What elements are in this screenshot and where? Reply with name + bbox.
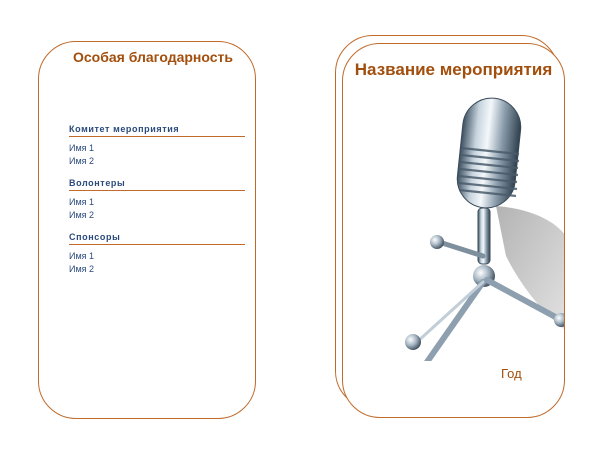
sponsors-name-2: Имя 2 bbox=[69, 264, 95, 274]
year-label: Год bbox=[501, 366, 522, 381]
committee-name-1: Имя 1 bbox=[69, 143, 95, 153]
volunteers-heading: Волонтеры bbox=[69, 178, 245, 191]
microphone-icon bbox=[401, 96, 565, 361]
volunteers-name-1: Имя 1 bbox=[69, 197, 95, 207]
right-panel bbox=[342, 43, 565, 418]
sponsors-heading: Спонсоры bbox=[69, 232, 245, 245]
special-thanks-title: Особая благодарность bbox=[72, 49, 233, 65]
event-title: Название мероприятия bbox=[354, 60, 553, 79]
committee-heading: Комитет мероприятия bbox=[69, 124, 245, 137]
committee-name-2: Имя 2 bbox=[69, 156, 95, 166]
sponsors-name-1: Имя 1 bbox=[69, 251, 95, 261]
volunteers-section bbox=[69, 178, 245, 222]
sponsors-section bbox=[69, 232, 245, 276]
volunteers-name-2: Имя 2 bbox=[69, 210, 95, 220]
left-panel bbox=[38, 41, 256, 419]
committee-section bbox=[69, 124, 245, 168]
